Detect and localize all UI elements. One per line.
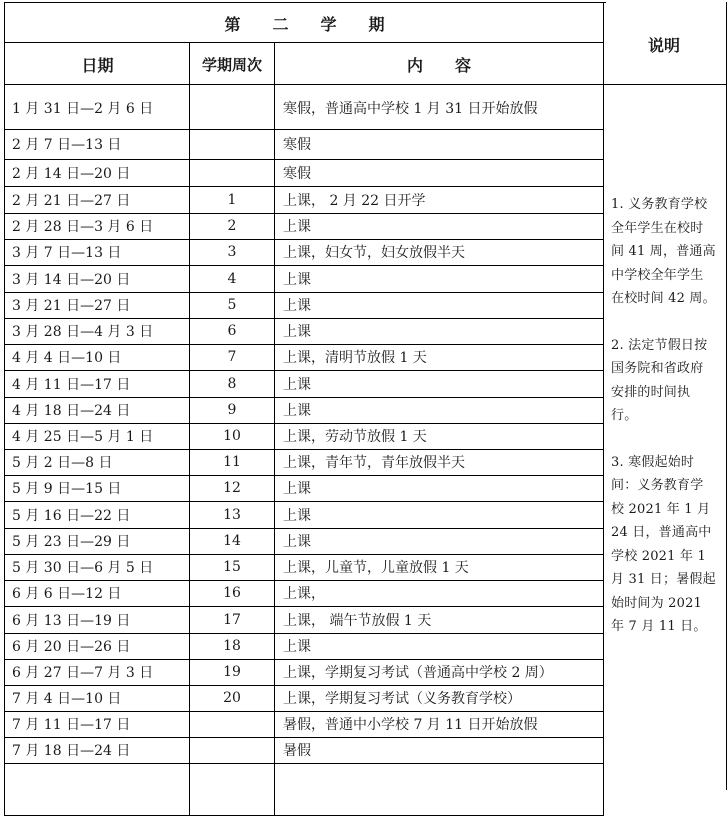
- grid-line: [4, 2, 5, 815]
- grid-line: [4, 370, 604, 371]
- row-week: 10: [223, 428, 241, 444]
- row-week: 11: [223, 454, 241, 470]
- row-content: [283, 763, 601, 815]
- grid-line: [4, 449, 604, 450]
- grid-line: [603, 2, 604, 815]
- grid-line: [4, 501, 604, 502]
- grid-line: [4, 344, 604, 345]
- row-date: 2 月 21 日—27 日: [12, 192, 131, 209]
- row-week: 4: [227, 270, 237, 287]
- row-content: 上课: [283, 219, 311, 235]
- row-week: 9: [227, 402, 237, 418]
- grid-line: [4, 239, 604, 240]
- grid-line: [4, 554, 604, 555]
- grid-line: [4, 815, 604, 816]
- row-week: [190, 129, 274, 159]
- row-content: 上课，学期复习考试（普通高中学校 2 周）: [283, 665, 553, 681]
- row-content: 上课，青年节，青年放假半天: [283, 455, 465, 471]
- row-week: 17: [223, 611, 241, 628]
- row-date: 2 月 28 日—3 月 6 日: [12, 219, 154, 235]
- row-content: 上课，学期复习考试（义务教育学校）: [283, 691, 521, 707]
- row-week: 15: [223, 559, 241, 575]
- row-content: 上课: [283, 639, 311, 655]
- grid-line: [4, 580, 604, 581]
- row-date: 7 月 18 日—24 日: [12, 743, 131, 759]
- row-week: 19: [223, 664, 241, 680]
- row-content: 上课，劳动节放假 1 天: [283, 429, 427, 445]
- row-date: 5 月 23 日—29 日: [12, 534, 131, 550]
- row-date: 5 月 16 日—22 日: [12, 507, 131, 524]
- row-date: 4 月 18 日—24 日: [12, 403, 131, 419]
- row-content: 上课， 2 月 22 日开学: [283, 192, 426, 209]
- row-week: 6: [227, 323, 237, 339]
- row-date: 2 月 7 日—13 日: [12, 137, 122, 153]
- row-date: 7 月 4 日—10 日: [12, 691, 122, 707]
- row-date: 1 月 31 日—2 月 6 日: [12, 100, 154, 117]
- column-header-week: 学期周次: [201, 55, 262, 74]
- grid-line: [4, 685, 604, 686]
- row-date: [12, 763, 187, 815]
- row-week: 18: [223, 638, 241, 654]
- notes-title: 说明: [647, 35, 680, 55]
- row-date: 5 月 9 日—15 日: [12, 481, 122, 497]
- row-date: 4 月 4 日—10 日: [12, 350, 122, 366]
- row-content: 上课: [283, 376, 311, 393]
- row-date: 2 月 14 日—20 日: [12, 165, 131, 182]
- row-week: 20: [223, 690, 241, 706]
- notes-panel: [611, 193, 716, 662]
- row-week: 16: [223, 585, 241, 601]
- grid-line: [4, 318, 604, 319]
- grid-line: [4, 606, 604, 607]
- row-week: [190, 86, 274, 129]
- row-date: 4 月 25 日—5 月 1 日: [12, 429, 154, 445]
- grid-line: [4, 2, 606, 3]
- row-date: 4 月 11 日—17 日: [12, 376, 131, 393]
- row-date: 5 月 2 日—8 日: [12, 455, 113, 471]
- row-date: 6 月 20 日—26 日: [12, 639, 131, 655]
- row-date: 3 月 14 日—20 日: [12, 271, 131, 288]
- row-content: 上课: [283, 507, 311, 524]
- row-week: 5: [227, 297, 237, 313]
- row-date: 3 月 7 日—13 日: [12, 245, 122, 261]
- row-week: 12: [223, 480, 241, 496]
- row-week: 7: [227, 349, 237, 365]
- grid-line: [4, 763, 604, 764]
- row-week: 13: [223, 506, 241, 523]
- grid-line: [4, 423, 604, 424]
- grid-line: [189, 42, 190, 815]
- row-content: 寒假: [283, 137, 311, 153]
- row-date: 6 月 13 日—19 日: [12, 612, 131, 629]
- grid-line: [4, 84, 726, 85]
- row-content: 寒假: [283, 165, 311, 182]
- row-content: 寒假，普通高中学校 1 月 31 日开始放假: [283, 100, 538, 117]
- grid-line: [4, 397, 604, 398]
- row-week: [190, 159, 274, 186]
- grid-line: [4, 159, 604, 160]
- row-week: 14: [223, 533, 241, 549]
- row-week: [190, 763, 274, 815]
- grid-line: [4, 265, 604, 266]
- row-date: 3 月 21 日—27 日: [12, 298, 131, 314]
- grid-line: [4, 528, 604, 529]
- row-content: 上课， 端午节放假 1 天: [283, 612, 432, 629]
- row-content: 上课，: [283, 586, 325, 602]
- grid-line: [4, 659, 604, 660]
- column-header-content: 内 容: [406, 55, 471, 75]
- row-content: 暑假，普通中小学校 7 月 11 日开始放假: [283, 717, 538, 733]
- grid-line: [4, 475, 604, 476]
- row-date: 6 月 27 日—7 月 3 日: [12, 665, 154, 681]
- row-week: 2: [227, 218, 237, 234]
- row-week: 8: [227, 375, 237, 392]
- row-date: 5 月 30 日—6 月 5 日: [12, 560, 154, 576]
- grid-line: [4, 186, 604, 187]
- note-3: 3. 寒假起始时间：义务教育学校 2021 年 1 月 24 日，普通高中学校 2021 年 1 月 31 日；暑假起始时间为 2021 年 7 月 11 日。: [611, 454, 716, 634]
- row-content: 上课: [283, 481, 311, 497]
- grid-line: [4, 42, 604, 43]
- row-content: 上课: [283, 324, 311, 340]
- row-content: 暑假: [283, 743, 311, 759]
- row-date: 7 月 11 日—17 日: [12, 717, 131, 733]
- row-content: 上课: [283, 403, 311, 419]
- row-content: 上课，儿童节，儿童放假 1 天: [283, 560, 469, 576]
- column-header-date: 日期: [81, 55, 114, 75]
- grid-line: [726, 2, 727, 790]
- row-content: 上课，清明节放假 1 天: [283, 350, 427, 366]
- grid-line: [4, 711, 604, 712]
- note-1: 1. 义务教育学校全年学生在校时间 41 周，普通高中学校全年学生在校时间 42 周。: [611, 197, 716, 306]
- row-week: [190, 711, 274, 737]
- row-week: [190, 737, 274, 763]
- term-title: 第 二 学 期: [224, 14, 385, 34]
- row-week: 1: [227, 191, 237, 208]
- grid-line: [4, 213, 604, 214]
- grid-line: [274, 42, 275, 815]
- grid-line: [4, 129, 604, 130]
- row-week: 3: [227, 244, 237, 260]
- row-content: 上课: [283, 534, 311, 550]
- grid-line: [4, 633, 604, 634]
- row-content: 上课: [283, 298, 311, 314]
- row-date: 3 月 28 日—4 月 3 日: [12, 324, 154, 340]
- row-date: 6 月 6 日—12 日: [12, 586, 122, 602]
- row-content: 上课，妇女节，妇女放假半天: [283, 245, 465, 261]
- row-content: 上课: [283, 271, 311, 288]
- grid-line: [4, 292, 604, 293]
- grid-line: [4, 737, 604, 738]
- note-2: 2. 法定节假日按国务院和省政府安排的时间执行。: [611, 337, 708, 423]
